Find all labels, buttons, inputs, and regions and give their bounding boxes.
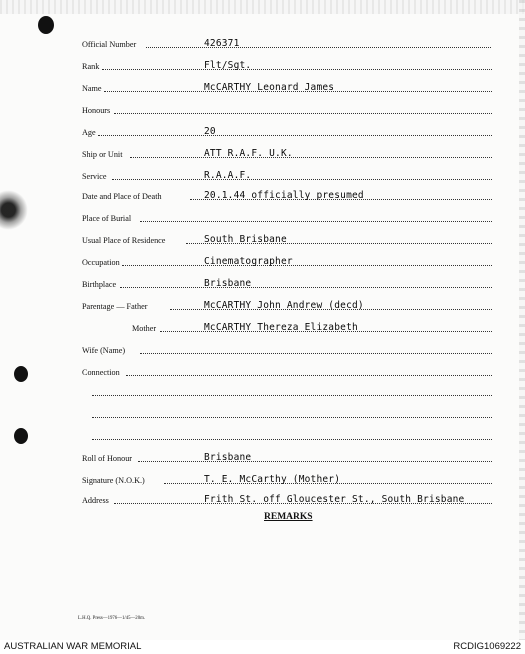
- label-date-place-death: Date and Place of Death: [82, 192, 162, 201]
- value-date-place-death: 20.1.44 officially presumed: [204, 190, 364, 201]
- value-name: McCARTHY Leonard James: [204, 82, 335, 93]
- field-name: [82, 80, 492, 94]
- label-wife: Wife (Name): [82, 346, 126, 355]
- printer-code: L.H.Q. Press—1976—1/45—20m.: [78, 616, 146, 621]
- remarks-heading: REMARKS: [264, 512, 313, 522]
- dotted-line: [146, 47, 491, 48]
- value-signature-nok: T. E. McCarthy (Mother): [204, 474, 341, 485]
- field-birthplace: [82, 276, 492, 290]
- field-occupation: [82, 254, 492, 268]
- value-mother: McCARTHY Thereza Elizabeth: [204, 322, 358, 333]
- field-age: [82, 124, 492, 138]
- label-name: Name: [82, 84, 102, 93]
- archive-credit-bar: [0, 640, 525, 654]
- scan-edge-top: [0, 0, 525, 14]
- field-honours: [82, 102, 492, 116]
- field-connection: [82, 364, 492, 378]
- dotted-line: [126, 375, 492, 376]
- label-connection: Connection: [82, 368, 120, 377]
- label-honours: Honours: [82, 106, 111, 115]
- label-mother: Mother: [132, 324, 157, 333]
- field-place-burial: [82, 210, 492, 224]
- label-address: Address: [82, 496, 109, 505]
- value-occupation: Cinematographer: [204, 256, 293, 267]
- field-usual-residence: [82, 232, 492, 246]
- label-rank: Rank: [82, 62, 100, 71]
- punch-hole-middle: [14, 366, 28, 382]
- field-service: [82, 168, 492, 182]
- label-roll-of-honour: Roll of Honour: [82, 454, 133, 463]
- label-signature-nok: Signature (N.O.K.): [82, 476, 145, 485]
- credit-record-id: RCDIG1069222: [453, 641, 521, 652]
- field-parentage-father: [82, 298, 492, 312]
- punch-hole-lower: [14, 428, 28, 444]
- dotted-line: [92, 439, 492, 440]
- dotted-line: [130, 157, 492, 158]
- value-birthplace: Brisbane: [204, 278, 252, 289]
- value-usual-residence: South Brisbane: [204, 234, 287, 245]
- label-parentage-father: Parentage — Father: [82, 302, 148, 311]
- field-address: [82, 492, 492, 506]
- dotted-line: [112, 179, 492, 180]
- dotted-line: [92, 417, 492, 418]
- label-occupation: Occupation: [82, 258, 120, 267]
- value-age: 20: [204, 126, 216, 137]
- punch-hole-top: [38, 16, 54, 34]
- label-age: Age: [82, 128, 96, 137]
- dotted-line: [140, 221, 492, 222]
- dotted-line: [140, 353, 492, 354]
- connection-line-4: [82, 428, 492, 442]
- field-signature-nok: [82, 472, 492, 486]
- label-birthplace: Birthplace: [82, 280, 117, 289]
- label-service: Service: [82, 172, 107, 181]
- dotted-line: [98, 135, 492, 136]
- value-service: R.A.A.F.: [204, 170, 252, 181]
- dotted-line: [138, 461, 492, 462]
- field-ship-or-unit: [82, 146, 492, 160]
- value-parentage-father: McCARTHY John Andrew (decd): [204, 300, 364, 311]
- connection-line-3: [82, 406, 492, 420]
- credit-institution: AUSTRALIAN WAR MEMORIAL: [4, 641, 142, 652]
- label-usual-residence: Usual Place of Residence: [82, 236, 166, 245]
- field-rank: [82, 58, 492, 72]
- field-wife: [82, 342, 492, 356]
- field-date-place-death: [82, 188, 492, 202]
- field-roll-of-honour: [82, 450, 492, 464]
- value-roll-of-honour: Brisbane: [204, 452, 252, 463]
- connection-line-2: [82, 384, 492, 398]
- value-address: Frith St. off Gloucester St., South Brisbane: [204, 494, 465, 505]
- label-ship-or-unit: Ship or Unit: [82, 150, 123, 159]
- dotted-line: [92, 395, 492, 396]
- scan-edge-right: [519, 0, 525, 640]
- field-official-number: [82, 36, 492, 50]
- dotted-line: [120, 287, 492, 288]
- dotted-line: [122, 265, 492, 266]
- value-official-number: 426371: [204, 38, 240, 49]
- value-ship-or-unit: ATT R.A.F. U.K.: [204, 148, 293, 159]
- value-rank: Flt/Sgt.: [204, 60, 252, 71]
- label-place-burial: Place of Burial: [82, 214, 132, 223]
- dotted-line: [102, 69, 492, 70]
- label-official-number: Official Number: [82, 40, 137, 49]
- binding-mark: [0, 190, 28, 230]
- dotted-line: [114, 113, 492, 114]
- field-mother: [82, 320, 492, 334]
